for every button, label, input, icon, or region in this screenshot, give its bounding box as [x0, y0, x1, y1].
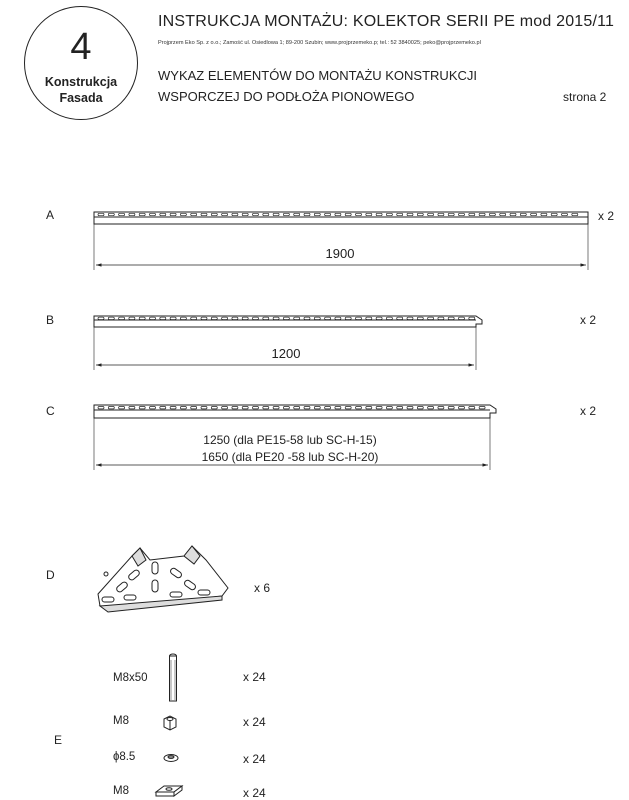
rail-slot	[356, 213, 362, 215]
part-c-qty: x 2	[580, 404, 597, 418]
part-d-qty: x 6	[254, 581, 271, 595]
rail-slot	[551, 213, 557, 215]
rail-slot	[150, 213, 156, 215]
rail-slot	[294, 213, 300, 215]
rail-slot	[417, 317, 423, 319]
subtitle-line2: WSPORCZEJ DO PODŁOŻA PIONOWEGO	[158, 89, 415, 104]
rail-slot	[273, 317, 279, 319]
rail-slot	[160, 407, 166, 409]
rail-slot	[407, 317, 413, 319]
rail-slot	[572, 213, 578, 215]
rail-slot	[211, 407, 217, 409]
rail-slot	[160, 213, 166, 215]
rail-slot	[294, 407, 300, 409]
rail-slot	[335, 317, 341, 319]
rail-slot	[222, 213, 228, 215]
rail-slot	[129, 317, 135, 319]
rail-slot	[479, 213, 485, 215]
rail-slot	[304, 317, 310, 319]
slide-nut-icon	[156, 786, 182, 796]
rail-slot	[335, 213, 341, 215]
company-info: Projprzem Eko Sp. z o.o.; Zamość ul. Osiedlowa 1; 89-200 Szubin; www.projprzemeko.p; tel.: 52 3840025; peko@projprzemeko.pl	[158, 40, 481, 46]
nut-icon	[164, 716, 176, 730]
rail-slot	[376, 407, 382, 409]
rail-slot	[407, 213, 413, 215]
rail-slot	[469, 213, 475, 215]
rail-slot	[108, 407, 114, 409]
rail-slot	[170, 213, 176, 215]
rail-slot	[541, 213, 547, 215]
rail-slot	[345, 213, 351, 215]
rail-slot	[253, 407, 259, 409]
rail-slot	[325, 407, 331, 409]
rail-slot	[510, 213, 516, 215]
rail-slot	[366, 317, 372, 319]
part-b-qty: x 2	[580, 313, 597, 327]
part-a-letter: A	[46, 208, 55, 222]
rail-slot	[98, 407, 104, 409]
rail-slot	[108, 317, 114, 319]
part-e-letter: E	[54, 733, 63, 747]
rail-slot	[232, 317, 238, 319]
rail-slot	[438, 407, 444, 409]
rail-slot	[366, 213, 372, 215]
document-title: INSTRUKCJA MONTAŻU: KOLEKTOR SERII PE mod 2015/11	[158, 13, 615, 30]
rail-slot	[397, 317, 403, 319]
rail-slot	[397, 407, 403, 409]
rail-slot	[356, 407, 362, 409]
rail-slot	[562, 213, 568, 215]
part-d-letter: D	[46, 568, 55, 582]
rail-slot	[314, 213, 320, 215]
rail-slot	[386, 317, 392, 319]
rail-slot	[222, 407, 228, 409]
washer-icon	[164, 755, 178, 762]
part-e-item-qty: x 24	[243, 670, 266, 684]
part-e-item-qty: x 24	[243, 786, 266, 800]
rail-slot	[119, 317, 125, 319]
rail-slot	[304, 407, 310, 409]
rail-slot	[150, 407, 156, 409]
rail-slot	[129, 213, 135, 215]
rail-slot	[417, 213, 423, 215]
rail-slot	[222, 317, 228, 319]
rail-slot	[139, 407, 145, 409]
rail-slot	[479, 407, 485, 409]
rail-slot	[201, 213, 207, 215]
rail-slot	[376, 213, 382, 215]
rail-slot	[448, 213, 454, 215]
part-e-item-label: M8	[113, 715, 129, 727]
rail-slot	[294, 317, 300, 319]
rail-slot	[263, 213, 269, 215]
rail-slot	[500, 213, 506, 215]
rail-slot	[253, 317, 259, 319]
rail-slot	[98, 317, 104, 319]
rail-slot	[407, 407, 413, 409]
bracket-d-drawing	[98, 546, 228, 612]
rail-slot	[469, 317, 475, 319]
rail-slot	[386, 407, 392, 409]
rail-slot	[366, 407, 372, 409]
rail-slot	[397, 213, 403, 215]
rail-slot	[180, 407, 186, 409]
part-e-item-label: M8x50	[113, 672, 148, 684]
rail-slot	[448, 407, 454, 409]
part-e-item-qty: x 24	[243, 752, 266, 766]
page-number: strona 2	[563, 90, 607, 104]
part-c-letter: C	[46, 404, 55, 418]
rail-slot	[191, 213, 197, 215]
rail-slot	[325, 213, 331, 215]
part-b-letter: B	[46, 313, 55, 327]
section-number: 4	[70, 26, 92, 68]
part-a-length: 1900	[325, 246, 355, 261]
rail-slot	[201, 407, 207, 409]
rail-slot	[211, 213, 217, 215]
rail-slot	[119, 407, 125, 409]
rail-slot	[428, 317, 434, 319]
rail-a-drawing	[94, 212, 588, 270]
rail-slot	[253, 213, 259, 215]
rail-slot	[150, 317, 156, 319]
part-a-qty: x 2	[598, 209, 615, 223]
rail-slot	[386, 213, 392, 215]
rail-slot	[273, 407, 279, 409]
rail-slot	[170, 407, 176, 409]
rail-slot	[232, 407, 238, 409]
rail-slot	[191, 407, 197, 409]
part-b-length: 1200	[271, 346, 301, 361]
rail-slot	[417, 407, 423, 409]
part-e-item-qty: x 24	[243, 715, 266, 729]
rail-b-drawing	[94, 316, 482, 370]
rail-slot	[211, 317, 217, 319]
rail-slot	[201, 317, 207, 319]
part-c-length-2: 1650 (dla PE20 -58 lub SC-H-20)	[201, 450, 379, 464]
rail-slot	[263, 407, 269, 409]
rail-slot	[170, 317, 176, 319]
rail-slot	[263, 317, 269, 319]
rail-slot	[139, 213, 145, 215]
bolt-icon	[170, 654, 177, 701]
rail-slot	[345, 317, 351, 319]
part-e-item-label: M8	[113, 785, 129, 797]
rail-slot	[428, 213, 434, 215]
rail-slot	[273, 213, 279, 215]
rail-slot	[345, 407, 351, 409]
subtitle-line1: WYKAZ ELEMENTÓW DO MONTAŻU KONSTRUKCJI	[158, 68, 477, 83]
rail-slot	[129, 407, 135, 409]
rail-slot	[242, 317, 248, 319]
rail-slot	[283, 213, 289, 215]
rail-slot	[489, 213, 495, 215]
part-c-length-1: 1250 (dla PE15-58 lub SC-H-15)	[203, 433, 377, 447]
rail-slot	[459, 317, 465, 319]
rail-slot	[98, 213, 104, 215]
part-e-item-label: ɸ8.5	[113, 751, 136, 763]
section-label-line1: Konstrukcja	[44, 75, 118, 89]
rail-slot	[108, 213, 114, 215]
rail-slot	[180, 317, 186, 319]
rail-slot	[448, 317, 454, 319]
rail-slot	[242, 213, 248, 215]
rail-slot	[314, 407, 320, 409]
rail-slot	[335, 407, 341, 409]
rail-slot	[469, 407, 475, 409]
rail-slot	[428, 407, 434, 409]
section-label-line2: Fasada	[59, 91, 103, 105]
rail-slot	[376, 317, 382, 319]
rail-slot	[180, 213, 186, 215]
rail-slot	[119, 213, 125, 215]
rail-slot	[242, 407, 248, 409]
rail-slot	[283, 317, 289, 319]
rail-slot	[459, 213, 465, 215]
rail-slot	[459, 407, 465, 409]
rail-slot	[160, 317, 166, 319]
rail-slot	[283, 407, 289, 409]
rail-slot	[232, 213, 238, 215]
rail-slot	[356, 317, 362, 319]
rail-slot	[139, 317, 145, 319]
rail-slot	[191, 317, 197, 319]
rail-slot	[325, 317, 331, 319]
rail-slot	[531, 213, 537, 215]
rail-slot	[314, 317, 320, 319]
rail-slot	[520, 213, 526, 215]
rail-slot	[438, 213, 444, 215]
rail-slot	[438, 317, 444, 319]
rail-slot	[304, 213, 310, 215]
